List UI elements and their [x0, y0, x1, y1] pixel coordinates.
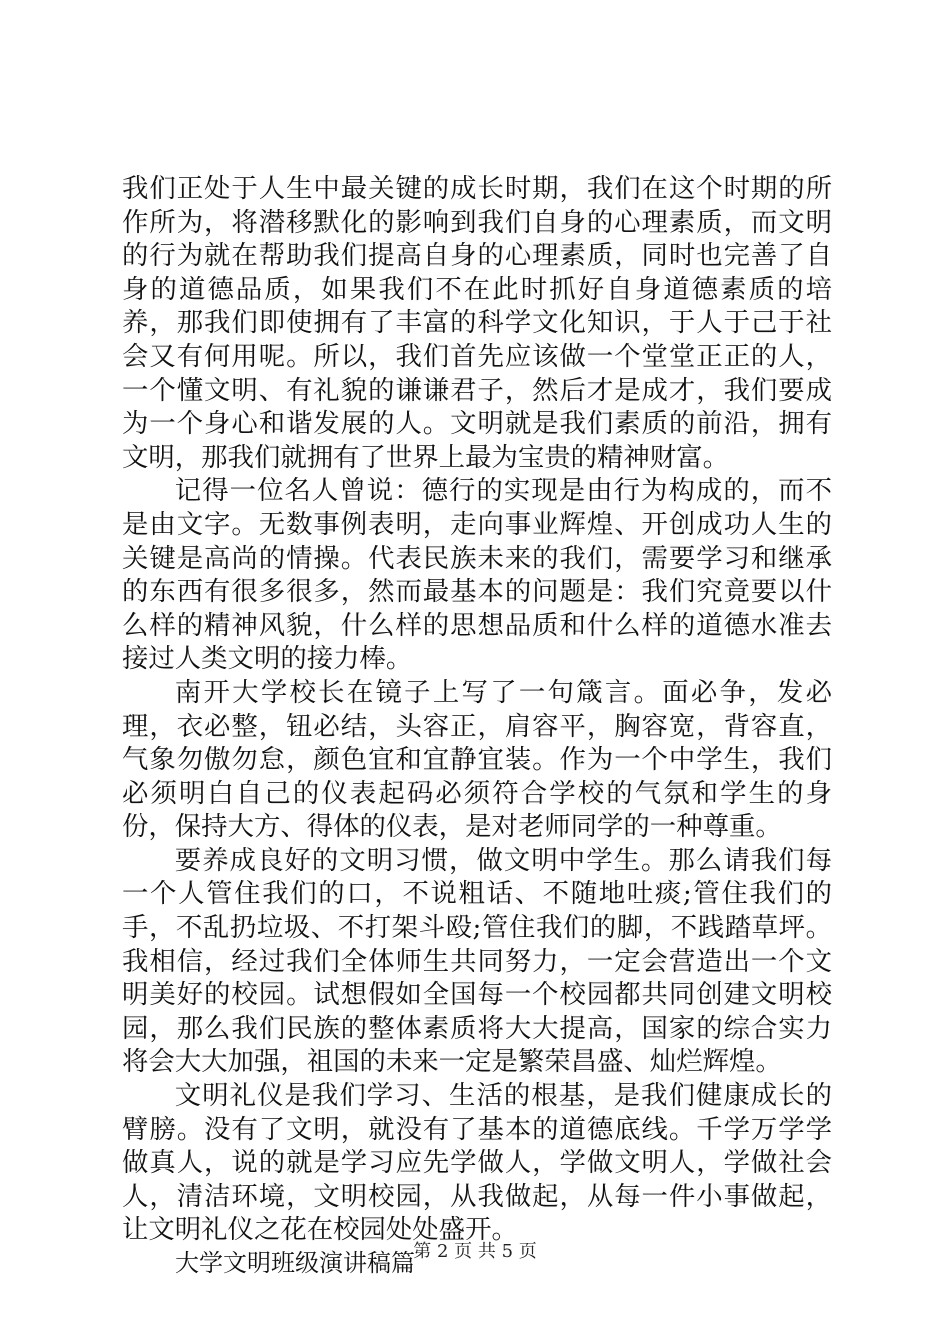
paragraph-4: 要养成良好的文明习惯，做文明中学生。那么请我们每一个人管住我们的口，不说粗话、不随地吐痰;管住我们的手，不乱扔垃圾、不打架斗殴;管住我们的脚，不践踏草坪。我相信，经过我们全体师生共同努力，一定会营造出一个文明美好的校园。试想假如全国每一个校园都共同创建文明校园，那么我们民族的整体素质将大大提高，国家的综合实力将会大大加强，祖国的未来一定是繁荣昌盛、灿烂辉煌。 — [122, 844, 832, 1078]
paragraph-2: 记得一位名人曾说：德行的实现是由行为构成的，而不是由文字。无数事例表明，走向事业辉煌、开创成功人生的关键是高尚的情操。代表民族未来的我们，需要学习和继承的东西有很多很多，然而最基本的问题是：我们究竟要以什么样的精神风貌，什么样的思想品质和什么样的道德水准去接过人类文明的接力棒。 — [122, 475, 832, 675]
section-title: 大学文明班级演讲稿篇 — [175, 1249, 415, 1277]
paragraph-5: 文明礼仪是我们学习、生活的根基，是我们健康成长的臂膀。没有了文明，就没有了基本的道德底线。千学万学学做真人，说的就是学习应先学做人，学做文明人，学做社会人，清洁环境，文明校园，从我做起，从每一件小事做起，让文明礼仪之花在校园处处盛开。 — [122, 1080, 832, 1246]
paragraph-1: 我们正处于人生中最关键的成长时期，我们在这个时期的所作所为，将潜移默化的影响到我们自身的心理素质，而文明的行为就在帮助我们提高自身的心理素质，同时也完善了自身的道德品质，如果我们不在此时抓好自身道德素质的培养，那我们即使拥有了丰富的科学文化知识，于人于己于社会又有何用呢。所以，我们首先应该做一个堂堂正正的人，一个懂文明、有礼貌的谦谦君子，然后才是成才，我们要成为一个身心和谐发展的人。文明就是我们素质的前沿，拥有文明，那我们就拥有了世界上最为宝贵的精神财富。 — [122, 173, 832, 473]
paragraph-3: 南开大学校长在镜子上写了一句箴言。面必争，发必理，衣必整，钮必结，头容正，肩容平，胸容宽，背容直，气象勿傲勿怠，颜色宜和宜静宜装。作为一个中学生，我们必须明白自己的仪表起码必须符合学校的气氛和学生的身份，保持大方、得体的仪表，是对老师同学的一种尊重。 — [122, 676, 832, 843]
page-number-footer: 第 2 页 共 5 页 — [413, 1241, 537, 1262]
document-body — [122, 172, 832, 1281]
